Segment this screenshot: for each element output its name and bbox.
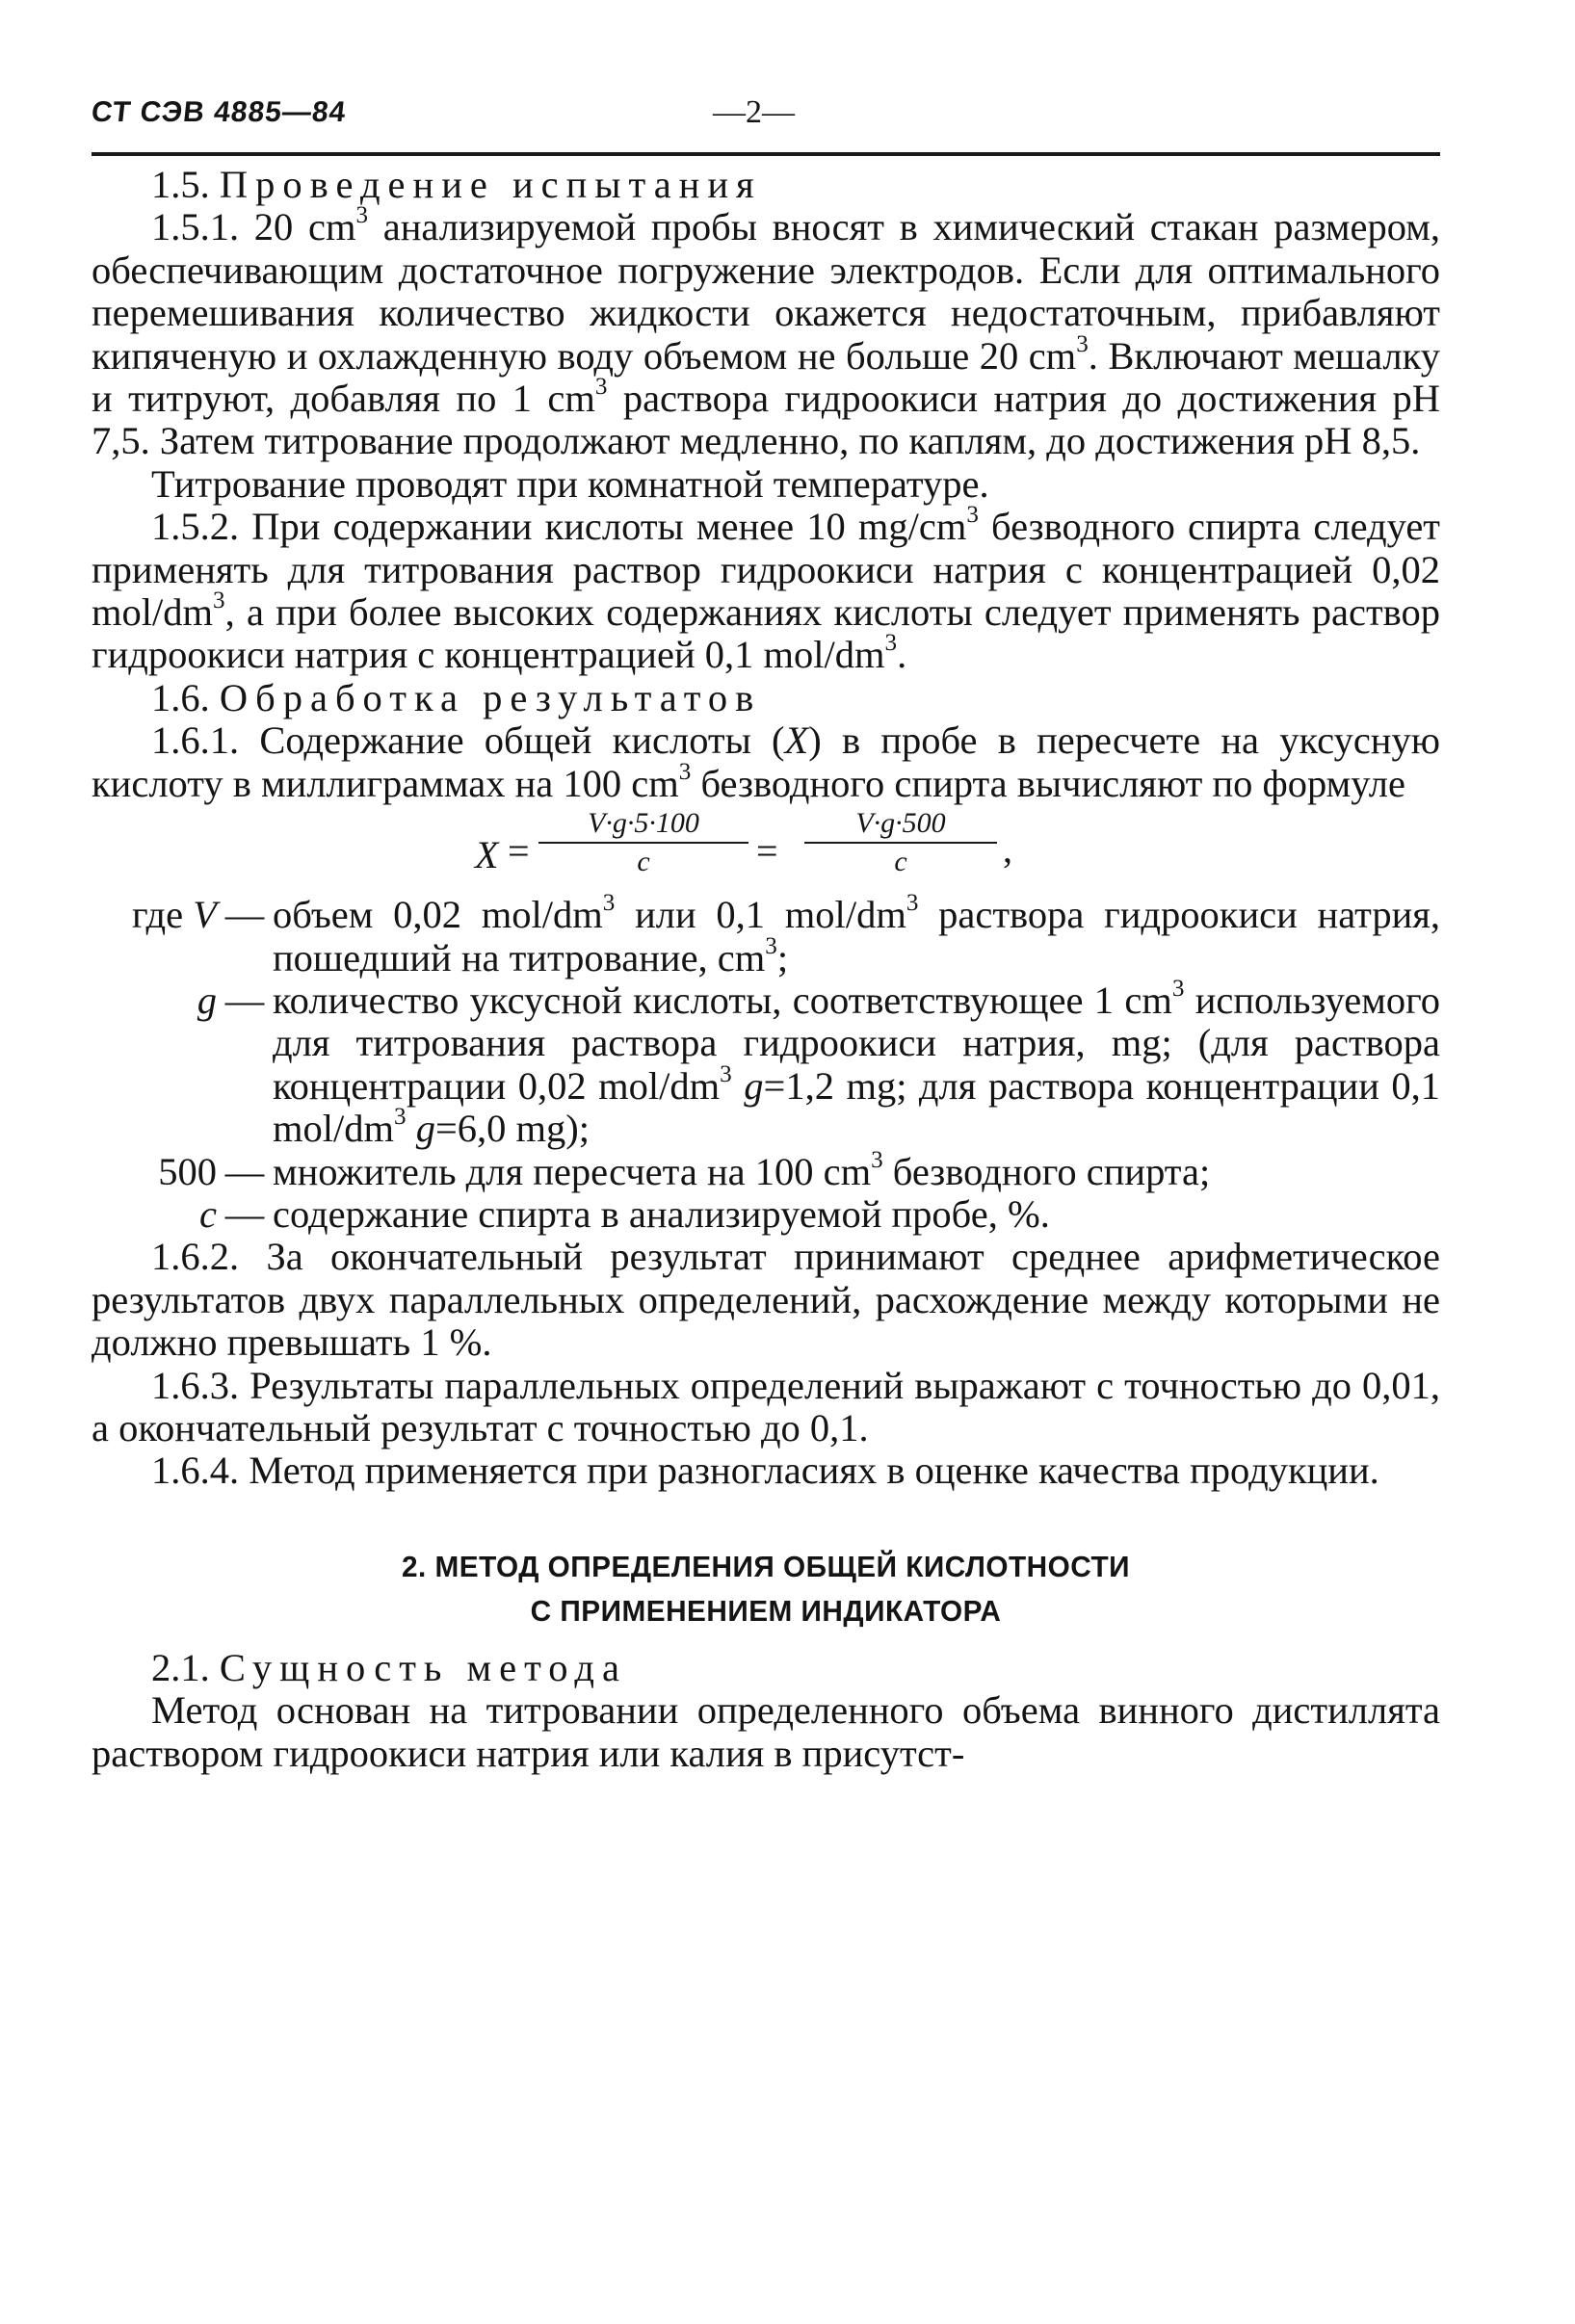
legend-symbol-c: c [199, 1191, 217, 1236]
paragraph-titration-temp: Титрование проводят при комнатной температуре. [151, 461, 989, 506]
legend-symbol-v: где V [131, 893, 217, 937]
section-1-5-title [92, 164, 1440, 206]
formula-equals: = [508, 829, 530, 874]
legend-dash: — [224, 978, 265, 1022]
paragraph-1-5-2: 1.5.2. При содержании кислоты менее 10 $mg/cm^3$ безводного спирта следует применять для титрования раствор гидроокиси натрия с концентрацией 0,02 mol/$dm^3$, а при более высоких содержаниях кислоты следует применять раствор гидроокиси натрия с концентрацией 0,1 mol/$dm^3$. [92, 502, 1441, 677]
section-title-text: Проведение испытания [219, 163, 762, 206]
paragraph-2-1: Метод основан на титровании определенного объема винного дистиллята раствором гидроокиси натрия или калия в присутст- [92, 1688, 1440, 1775]
legend-desc-v: объем 0,02 mol/$dm^3$ или 0,1 mol/$dm^3$ раствора гидроокиси натрия, пошедший на титрование, $cm^3$; [273, 890, 1440, 979]
section-2-heading-line-1: 2. МЕТОД ОПРЕДЕЛЕНИЯ ОБЩЕЙ КИСЛОТНОСТИ [401, 1549, 1131, 1583]
legend-dash: — [224, 1149, 265, 1193]
standard-code: СТ СЭВ 4885—84 [90, 96, 349, 128]
paragraph-1-6-2: 1.6.2. За окончательный результат принимают среднее арифметическое результатов двух параллельных определений, расхождение между которыми не должно превышать 1 %. [92, 1235, 1440, 1365]
formula-equals: = [756, 829, 778, 874]
section-2-heading [118, 1545, 1413, 1633]
section-2-1-title [92, 1647, 1440, 1689]
legend-symbol-g: g [197, 978, 217, 1022]
page-header [92, 94, 1440, 158]
fraction-numerator: V·g·5·100 [588, 807, 699, 840]
paragraph-1-6-1: 1.6.1. Содержание общей кислоты (X) в пробе в пересчете на уксусную кислоту в миллиграммах на 100 $cm^3$ безводного спирта вычисляют по формуле [92, 718, 1440, 805]
legend-dash: — [224, 1191, 265, 1236]
formula-fraction-2 [804, 805, 997, 880]
fraction-numerator: V·g·500 [855, 807, 946, 840]
legend-desc-g: количество уксусной кислоты, соответствующее 1 $cm^3$ используемого для титрования раствора гидроокиси натрия, mg; (для раствора концентрации 0,02 mol/$dm^3$ g=1,2 mg; для раствора концентрации 0,1 mol/$dm^3$ g=6,0 mg); [273, 975, 1441, 1151]
section-1-6-title [92, 677, 1440, 719]
formula-fraction-1 [538, 805, 748, 880]
paragraph-1-6-3: 1.6.3. Результаты параллельных определений выражают с точностью до 0,01, а окончательный результат с точностью до 0,1. [92, 1363, 1440, 1449]
paragraph-1-5-1: 1.5.1. 20 $cm^3$ анализируемой пробы вносят в химический стакан размером, обеспечивающим достаточное погружение электродов. Если для оптимального перемешивания количество жидкости окажется недостаточным, прибавляют кипяченую и охлажденную воду объемом не больше 20 $cm^3$. Включают мешалку и титруют, добавляя по 1 $cm^3$ раствора гидроокиси натрия до достижения pH 7,5. Затем титрование продолжают медленно, по каплям, до достижения pH 8,5. [92, 202, 1440, 463]
section-title-text: Обработка результатов [219, 675, 762, 719]
legend-dash: — [224, 893, 265, 937]
formula-lhs: X [475, 833, 499, 877]
formula-legend [92, 890, 1441, 1236]
section-number: 1.5. [151, 163, 210, 206]
section-title-text: Сущность метода [219, 1645, 627, 1689]
page-content [92, 94, 1440, 1775]
legend-symbol-500: 500 [158, 1149, 217, 1193]
legend-desc-c: содержание спирта в анализируемой пробе, %. [273, 1191, 1050, 1236]
paragraph-1-6-4: 1.6.4. Метод применяется при разногласиях в оценке качества продукции. [151, 1449, 1379, 1493]
fraction-denominator: c [637, 846, 650, 878]
acidity-formula [92, 805, 1440, 894]
formula-comma: , [1003, 827, 1012, 872]
section-number: 2.1. [151, 1645, 210, 1689]
page-number: —2— [713, 94, 795, 130]
legend-desc-500: множитель для пересчета на 100 $cm^3$ безводного спирта; [273, 1146, 1211, 1193]
section-number: 1.6. [151, 675, 210, 719]
section-2-heading-line-2: С ПРИМЕНЕНИЕМ ИНДИКАТОРА [530, 1593, 1002, 1628]
fraction-denominator: c [894, 846, 907, 878]
header-rule [92, 152, 1440, 156]
